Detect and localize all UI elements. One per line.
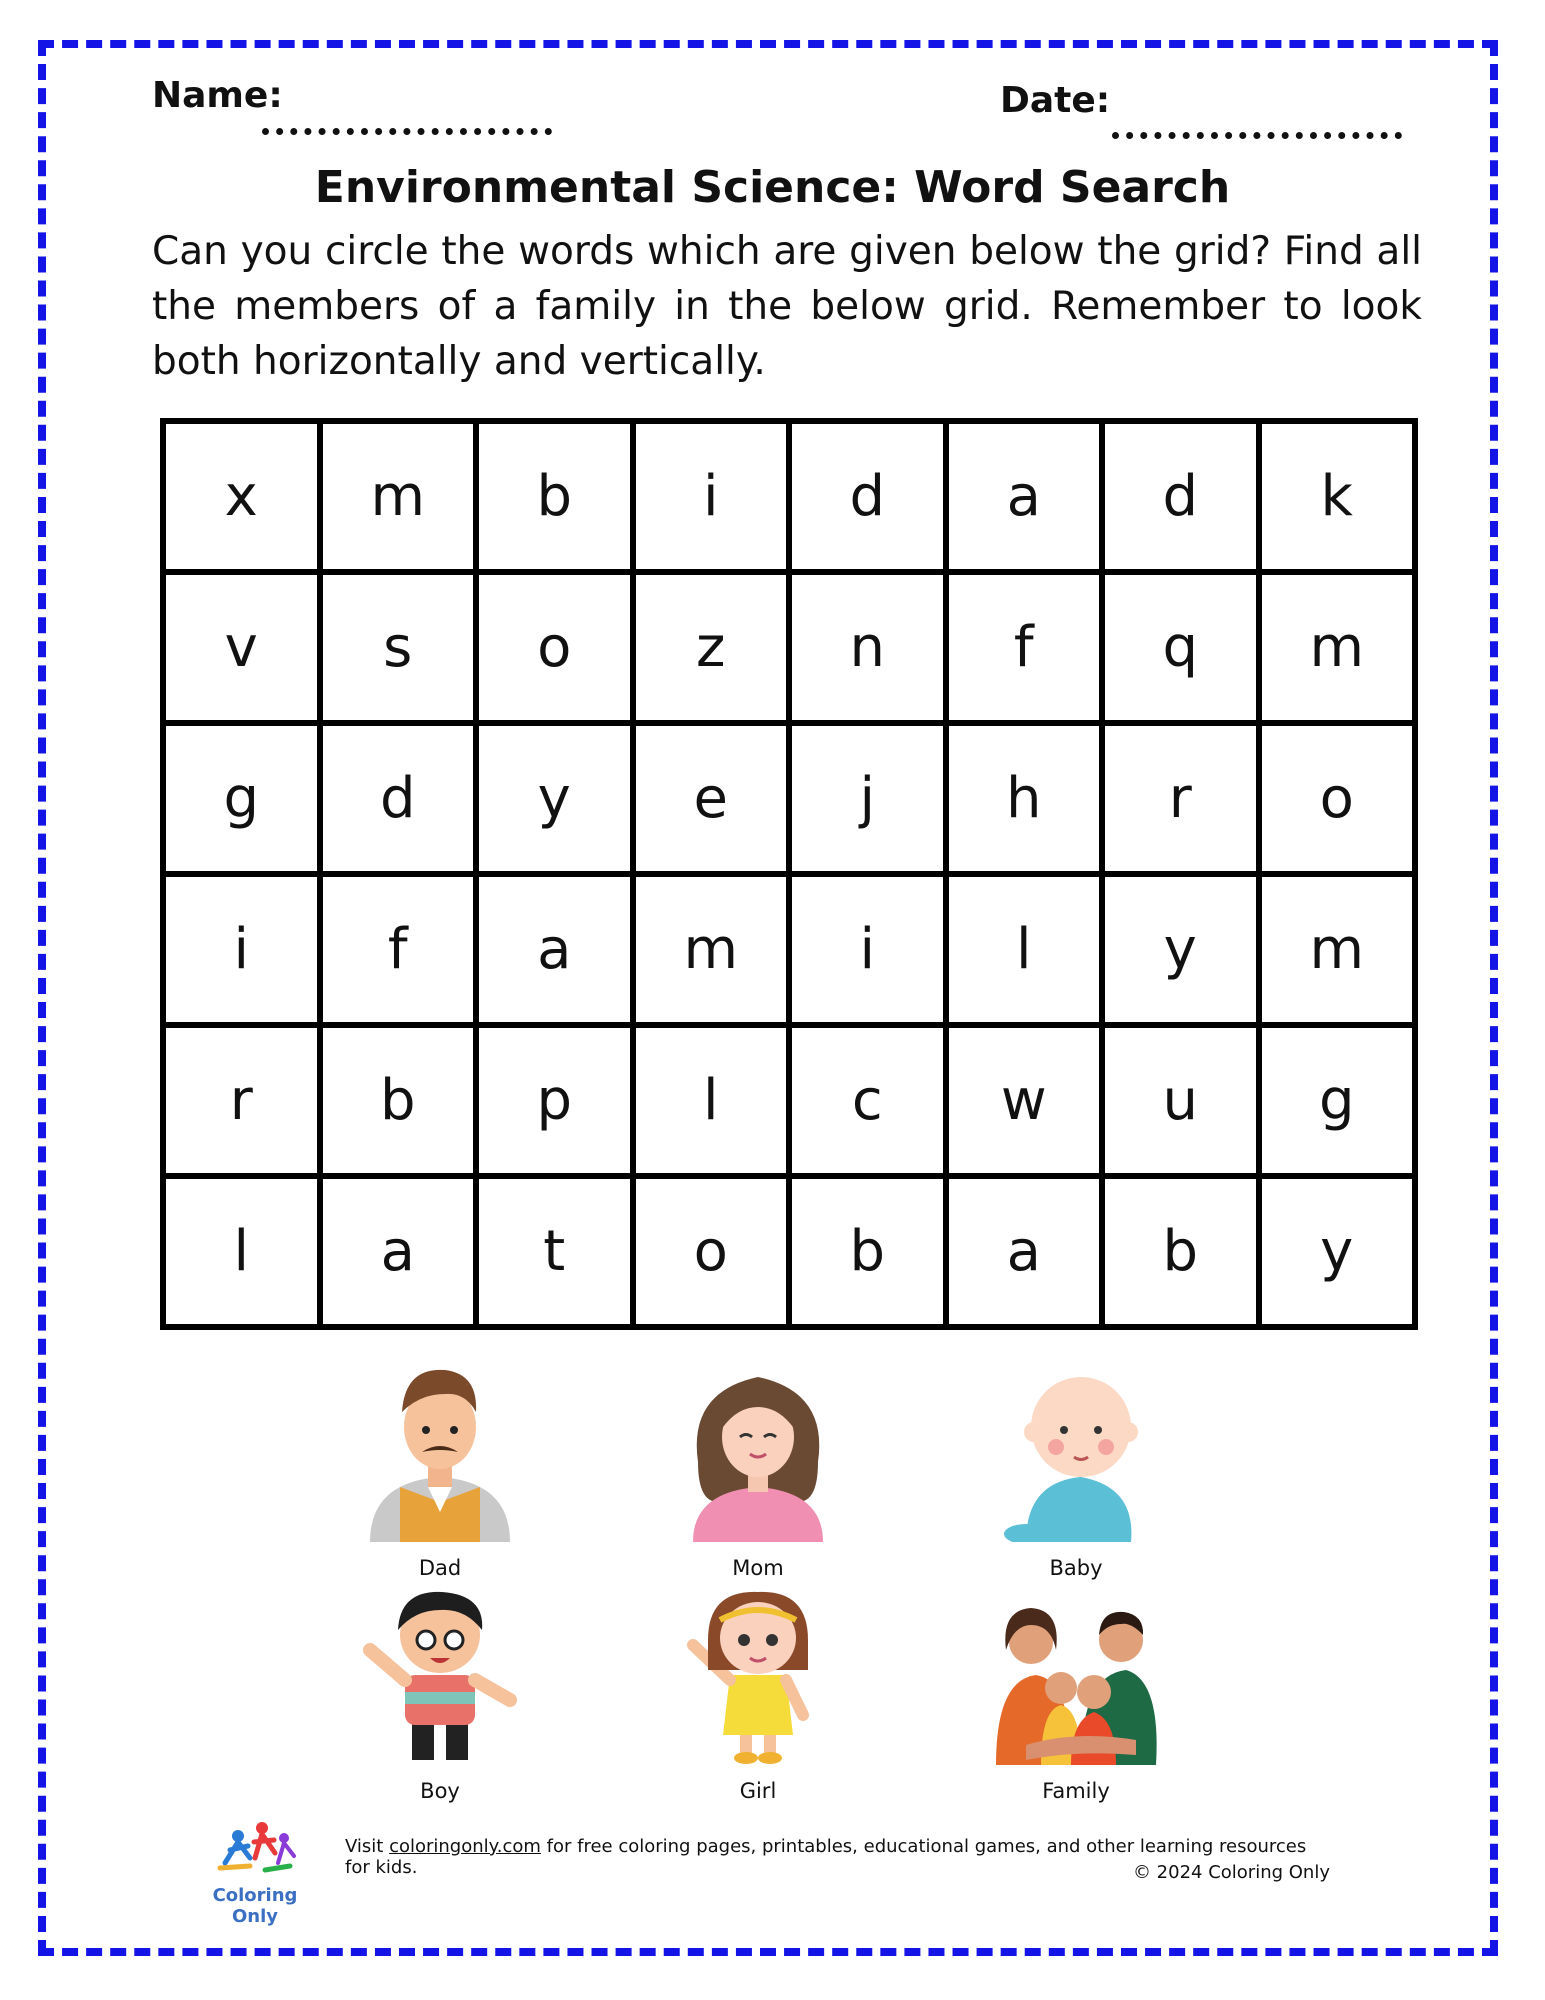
grid-cell[interactable]: a <box>949 424 1100 569</box>
grid-cell[interactable]: q <box>1105 575 1256 720</box>
copyright-text: © 2024 Coloring Only <box>1132 1862 1330 1883</box>
grid-cell[interactable]: a <box>949 1179 1100 1324</box>
grid-cell[interactable]: o <box>1262 726 1413 871</box>
grid-cell[interactable]: u <box>1105 1028 1256 1173</box>
grid-cell[interactable]: r <box>1105 726 1256 871</box>
grid-cell[interactable]: w <box>949 1028 1100 1173</box>
boy-illustration-icon <box>350 1580 530 1765</box>
grid-cell[interactable]: k <box>1262 424 1413 569</box>
grid-cell[interactable]: a <box>479 877 630 1022</box>
grid-cell[interactable]: r <box>166 1028 317 1173</box>
date-field[interactable] <box>1112 132 1402 139</box>
word-search-grid <box>160 418 1418 1330</box>
name-field[interactable] <box>262 128 552 135</box>
coloringonly-link[interactable]: coloringonly.com <box>389 1836 541 1857</box>
member-label: Boy <box>420 1779 460 1803</box>
grid-cell[interactable]: b <box>1105 1179 1256 1324</box>
footer-visit-suffix: for free coloring pages, printables, educational games, and other learning resources for kids. <box>345 1836 1307 1878</box>
grid-cell[interactable]: g <box>166 726 317 871</box>
grid-cell[interactable]: o <box>636 1179 787 1324</box>
name-label: Name: <box>152 75 283 116</box>
grid-cell[interactable]: m <box>1262 877 1413 1022</box>
grid-cell[interactable]: b <box>323 1028 474 1173</box>
grid-cell[interactable]: x <box>166 424 317 569</box>
grid-cell[interactable]: a <box>323 1179 474 1324</box>
grid-cell[interactable]: b <box>792 1179 943 1324</box>
grid-cell[interactable]: b <box>479 424 630 569</box>
grid-cell[interactable]: l <box>166 1179 317 1324</box>
family-illustration-icon <box>986 1580 1166 1765</box>
grid-cell[interactable]: i <box>792 877 943 1022</box>
member-label: Family <box>1042 1779 1110 1803</box>
member-mom <box>628 1352 888 1580</box>
grid-cell[interactable]: d <box>792 424 943 569</box>
coloring-only-logo[interactable] <box>190 1818 320 1927</box>
grid-cell[interactable]: v <box>166 575 317 720</box>
grid-cell[interactable]: s <box>323 575 474 720</box>
grid-cell[interactable]: y <box>1105 877 1256 1022</box>
girl-illustration-icon <box>668 1580 848 1765</box>
member-label: Girl <box>739 1779 777 1803</box>
grid-cell[interactable]: f <box>949 575 1100 720</box>
grid-cell[interactable]: c <box>792 1028 943 1173</box>
grid-cell[interactable]: l <box>949 877 1100 1022</box>
member-label: Baby <box>1049 1556 1103 1580</box>
grid-cell[interactable]: y <box>1262 1179 1413 1324</box>
grid-cell[interactable]: h <box>949 726 1100 871</box>
worksheet-title: Environmental Science: Word Search <box>314 162 1231 213</box>
grid-cell[interactable]: j <box>792 726 943 871</box>
grid-cell[interactable]: z <box>636 575 787 720</box>
baby-illustration-icon <box>986 1352 1166 1542</box>
grid-cell[interactable]: p <box>479 1028 630 1173</box>
instructions-text: Can you circle the words which are given below the grid? Find all the members of a family in the below grid. Remember to look both horizontally and vertically. <box>152 229 1422 384</box>
grid-cell[interactable]: i <box>166 877 317 1022</box>
grid-cell[interactable]: l <box>636 1028 787 1173</box>
grid-cell[interactable]: m <box>1262 575 1413 720</box>
footer-visit-prefix: Visit <box>345 1836 390 1857</box>
grid-cell[interactable]: n <box>792 575 943 720</box>
member-label: Dad <box>418 1556 462 1580</box>
dad-illustration-icon <box>350 1352 530 1542</box>
grid-cell[interactable]: t <box>479 1179 630 1324</box>
member-family <box>946 1580 1206 1803</box>
grid-cell[interactable]: d <box>1105 424 1256 569</box>
member-dad <box>310 1352 570 1580</box>
grid-cell[interactable]: i <box>636 424 787 569</box>
member-boy <box>310 1580 570 1803</box>
grid-cell[interactable]: g <box>1262 1028 1413 1173</box>
grid-cell[interactable]: e <box>636 726 787 871</box>
member-label: Mom <box>732 1556 784 1580</box>
mom-illustration-icon <box>668 1352 848 1542</box>
grid-cell[interactable]: y <box>479 726 630 871</box>
grid-cell[interactable]: m <box>636 877 787 1022</box>
star-people-logo-icon <box>210 1818 300 1878</box>
grid-cell[interactable]: m <box>323 424 474 569</box>
date-label: Date: <box>1000 80 1111 121</box>
logo-text: Coloring Only <box>212 1885 298 1927</box>
grid-cell[interactable]: o <box>479 575 630 720</box>
grid-cell[interactable]: d <box>323 726 474 871</box>
member-baby <box>946 1352 1206 1580</box>
member-girl <box>628 1580 888 1803</box>
grid-cell[interactable]: f <box>323 877 474 1022</box>
